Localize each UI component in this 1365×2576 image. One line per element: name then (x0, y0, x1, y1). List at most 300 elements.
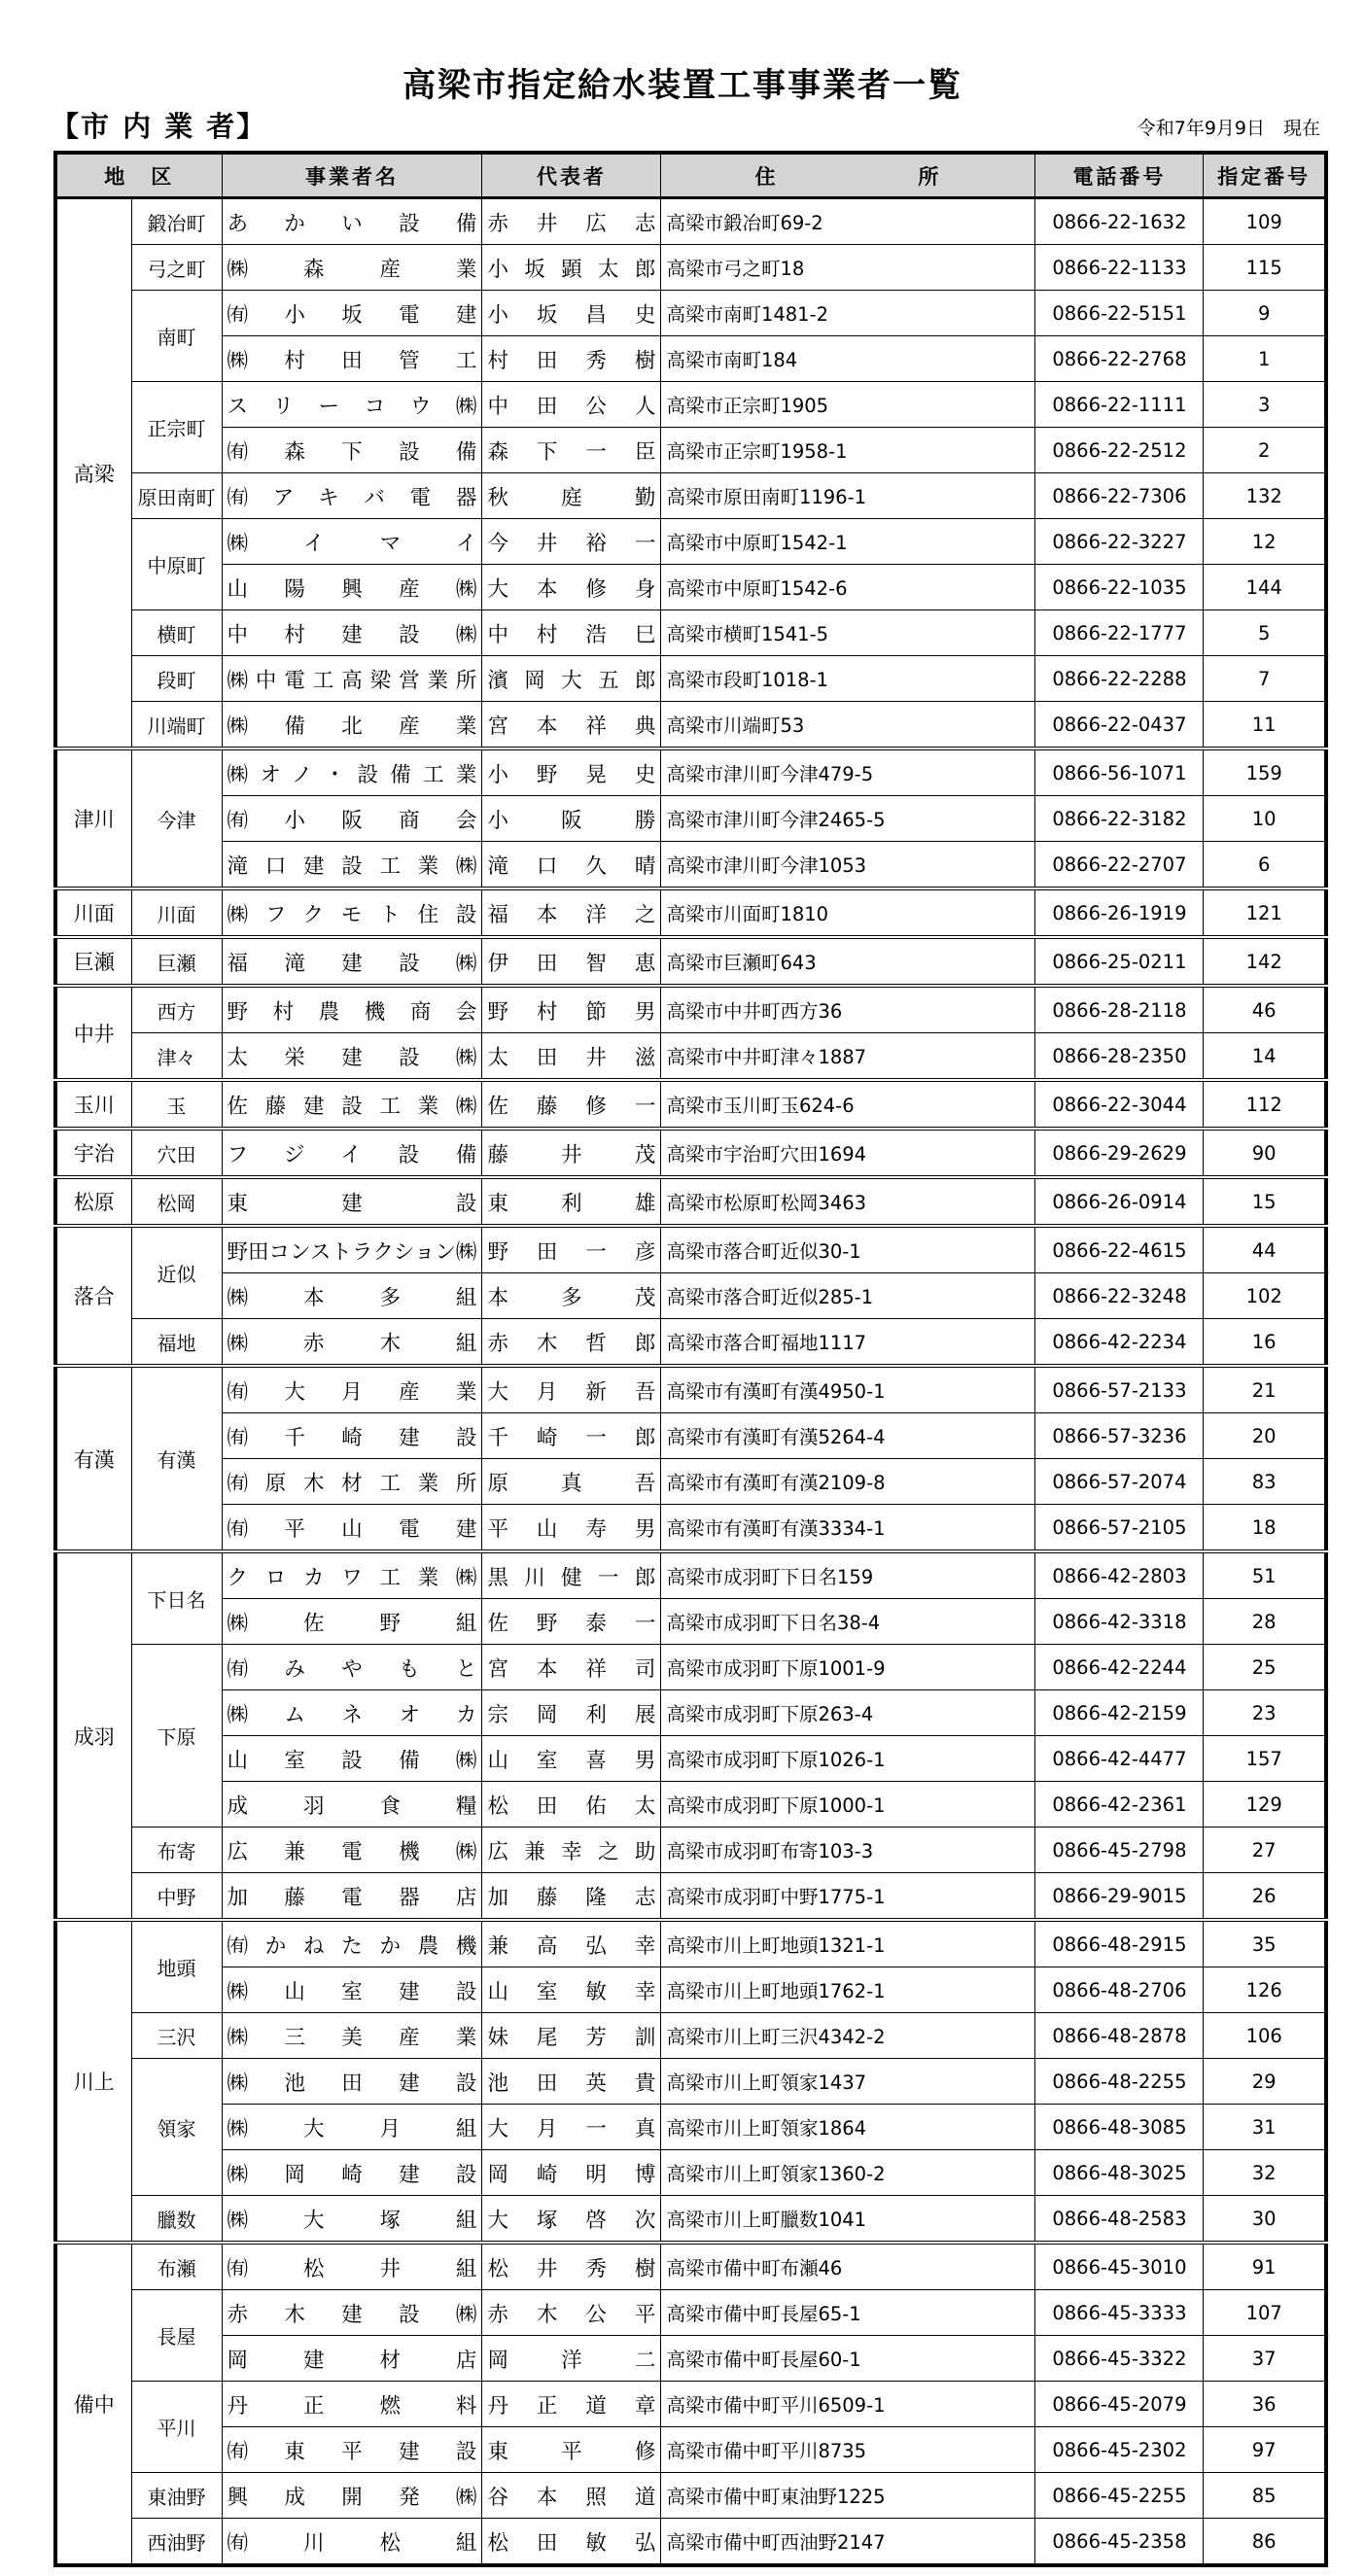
representative-cell: 千崎一郎 (482, 1413, 661, 1459)
phone-cell: 0866-22-1111 (1035, 382, 1204, 428)
district-cell: 弓之町 (131, 245, 222, 291)
representative-cell: 加藤隆志 (482, 1873, 661, 1921)
company-cell: ㈱村田管工 (222, 336, 482, 382)
address-cell: 高梁市津川町今津1053 (661, 842, 1035, 889)
phone-cell: 0866-45-2358 (1035, 2519, 1204, 2566)
representative-cell: 小坂顕太郎 (482, 245, 661, 291)
address-cell: 高梁市中原町1542-1 (661, 519, 1035, 565)
representative-cell: 原真吾 (482, 1459, 661, 1505)
district-cell: 南町 (131, 291, 222, 382)
table-row (55, 656, 1326, 702)
company-cell: ㈱備北産業 (222, 702, 482, 749)
area-cell: 備中 (55, 2243, 131, 2565)
representative-cell: 妹尾芳訓 (482, 2013, 661, 2059)
representative-cell: 黒川健一郎 (482, 1551, 661, 1599)
address-cell: 高梁市川上町領家1360-2 (661, 2150, 1035, 2196)
designation-no-cell: 83 (1204, 1459, 1326, 1505)
company-cell: ㈲小阪商会 (222, 796, 482, 842)
address-cell: 高梁市川上町地頭1762-1 (661, 1967, 1035, 2013)
district-cell: 下日名 (131, 1551, 222, 1645)
phone-cell: 0866-57-2074 (1035, 1459, 1204, 1505)
district-cell: 松岡 (131, 1177, 222, 1226)
table-row (55, 937, 1326, 986)
table-row (55, 2013, 1326, 2059)
table-row (55, 1828, 1326, 1873)
designation-no-cell: 142 (1204, 937, 1326, 986)
address-cell: 高梁市原田南町1196-1 (661, 473, 1035, 519)
address-cell: 高梁市備中町平川8735 (661, 2427, 1035, 2473)
address-cell: 高梁市南町1481-2 (661, 291, 1035, 336)
phone-cell: 0866-45-3322 (1035, 2336, 1204, 2382)
table-row (55, 565, 1326, 610)
area-cell: 川面 (55, 888, 131, 937)
representative-cell: 広兼幸之助 (482, 1828, 661, 1873)
representative-cell: 赤井広志 (482, 198, 661, 245)
company-cell: 丹正燃料 (222, 2382, 482, 2427)
address-cell: 高梁市成羽町布寄103-3 (661, 1828, 1035, 1873)
company-cell: 東建設 (222, 1177, 482, 1226)
table-row (55, 610, 1326, 656)
representative-cell: 大月新吾 (482, 1366, 661, 1413)
designation-no-cell: 46 (1204, 986, 1326, 1033)
table-row (55, 986, 1326, 1033)
address-cell: 高梁市弓之町18 (661, 245, 1035, 291)
representative-cell: 佐藤修一 (482, 1080, 661, 1129)
company-cell: ㈱池田建設 (222, 2059, 482, 2105)
representative-cell: 山室喜男 (482, 1736, 661, 1782)
table-row (55, 291, 1326, 336)
company-cell: ㈱三美産業 (222, 2013, 482, 2059)
designation-no-cell: 36 (1204, 2382, 1326, 2427)
designation-no-cell: 132 (1204, 473, 1326, 519)
address-cell: 高梁市川上町領家1437 (661, 2059, 1035, 2105)
designation-no-cell: 129 (1204, 1782, 1326, 1828)
company-cell: ㈲大月産業 (222, 1366, 482, 1413)
district-cell: 下原 (131, 1645, 222, 1828)
phone-cell: 0866-42-2244 (1035, 1645, 1204, 1690)
area-cell: 宇治 (55, 1129, 131, 1177)
representative-cell: 濱岡大五郎 (482, 656, 661, 702)
district-cell: 段町 (131, 656, 222, 702)
company-cell: ㈱森産業 (222, 245, 482, 291)
representative-cell: 宮本祥司 (482, 1645, 661, 1690)
designation-no-cell: 44 (1204, 1226, 1326, 1273)
page-title: 高梁市指定給水装置工事事業者一覧 (402, 66, 962, 105)
phone-cell: 0866-28-2118 (1035, 986, 1204, 1033)
header-company: 事業者名 (222, 153, 482, 198)
company-cell: 赤木建設㈱ (222, 2290, 482, 2336)
phone-cell: 0866-22-1777 (1035, 610, 1204, 656)
designation-no-cell: 31 (1204, 2105, 1326, 2150)
company-cell: ㈱ムネオカ (222, 1690, 482, 1736)
company-cell: フジイ設備 (222, 1129, 482, 1177)
address-cell: 高梁市南町184 (661, 336, 1035, 382)
address-cell: 高梁市落合町近似285-1 (661, 1273, 1035, 1319)
designation-no-cell: 37 (1204, 2336, 1326, 2382)
district-cell: 布瀬 (131, 2243, 222, 2290)
company-cell: 山室設備㈱ (222, 1736, 482, 1782)
address-cell: 高梁市中井町津々1887 (661, 1033, 1035, 1081)
district-cell: 領家 (131, 2059, 222, 2196)
address-cell: 高梁市落合町福地1117 (661, 1319, 1035, 1367)
district-cell: 今津 (131, 748, 222, 888)
address-cell: 高梁市成羽町下日名159 (661, 1551, 1035, 1599)
table-row (55, 1273, 1326, 1319)
designation-no-cell: 51 (1204, 1551, 1326, 1599)
company-cell: ㈲森下設備 (222, 428, 482, 473)
phone-cell: 0866-22-2512 (1035, 428, 1204, 473)
representative-cell: 太田井滋 (482, 1033, 661, 1081)
designation-no-cell: 157 (1204, 1736, 1326, 1782)
address-cell: 高梁市川上町領家1864 (661, 2105, 1035, 2150)
representative-cell: 東平修 (482, 2427, 661, 2473)
district-cell: 近似 (131, 1226, 222, 1319)
table-row (55, 1736, 1326, 1782)
district-cell: 地頭 (131, 1920, 222, 2013)
address-cell: 高梁市川端町53 (661, 702, 1035, 749)
phone-cell: 0866-26-1919 (1035, 888, 1204, 937)
phone-cell: 0866-42-2803 (1035, 1551, 1204, 1599)
company-cell: ㈲平山電建 (222, 1505, 482, 1552)
address-cell: 高梁市巨瀬町643 (661, 937, 1035, 986)
table-row (55, 1505, 1326, 1552)
designation-no-cell: 102 (1204, 1273, 1326, 1319)
district-cell: 東油野 (131, 2473, 222, 2519)
company-cell: 滝口建設工業㈱ (222, 842, 482, 889)
phone-cell: 0866-48-3025 (1035, 2150, 1204, 2196)
header-address: 住 所 (661, 153, 1035, 198)
district-cell: 正宗町 (131, 382, 222, 473)
table-row (55, 888, 1326, 937)
company-cell: ㈲みやもと (222, 1645, 482, 1690)
designation-no-cell: 126 (1204, 1967, 1326, 2013)
phone-cell: 0866-22-2768 (1035, 336, 1204, 382)
company-cell: ㈲原木材工業所 (222, 1459, 482, 1505)
company-cell: 広兼電機㈱ (222, 1828, 482, 1873)
representative-cell: 村田秀樹 (482, 336, 661, 382)
table-row (55, 2243, 1326, 2290)
designation-no-cell: 30 (1204, 2196, 1326, 2244)
phone-cell: 0866-57-3236 (1035, 1413, 1204, 1459)
company-cell: ㈱本多組 (222, 1273, 482, 1319)
designation-no-cell: 27 (1204, 1828, 1326, 1873)
address-cell: 高梁市玉川町玉624-6 (661, 1080, 1035, 1129)
district-cell: 三沢 (131, 2013, 222, 2059)
representative-cell: 岡洋二 (482, 2336, 661, 2382)
representative-cell: 藤井茂 (482, 1129, 661, 1177)
table-row (55, 1599, 1326, 1645)
district-cell: 巨瀬 (131, 937, 222, 986)
district-cell: 福地 (131, 1319, 222, 1367)
designation-no-cell: 29 (1204, 2059, 1326, 2105)
representative-cell: 小坂昌史 (482, 291, 661, 336)
designation-no-cell: 23 (1204, 1690, 1326, 1736)
area-cell: 巨瀬 (55, 937, 131, 986)
representative-cell: 赤木哲郎 (482, 1319, 661, 1367)
phone-cell: 0866-57-2105 (1035, 1505, 1204, 1552)
district-cell: 横町 (131, 610, 222, 656)
district-cell: 西方 (131, 986, 222, 1033)
address-cell: 高梁市有漢町有漢3334-1 (661, 1505, 1035, 1552)
district-cell: 川面 (131, 888, 222, 937)
company-cell: ㈱オノ・設備工業 (222, 748, 482, 796)
representative-cell: 谷本照道 (482, 2473, 661, 2519)
representative-cell: 山室敏幸 (482, 1967, 661, 2013)
header-designation-no: 指定番号 (1204, 153, 1326, 198)
phone-cell: 0866-22-1632 (1035, 198, 1204, 245)
address-cell: 高梁市津川町今津2465-5 (661, 796, 1035, 842)
section-label: 【市 内 業 者】 (51, 110, 267, 143)
phone-cell: 0866-42-2361 (1035, 1782, 1204, 1828)
district-cell: 鍛冶町 (131, 198, 222, 245)
representative-cell: 大本修身 (482, 565, 661, 610)
district-cell: 平川 (131, 2382, 222, 2473)
representative-cell: 兼高弘幸 (482, 1920, 661, 1967)
company-cell: ㈲小坂電建 (222, 291, 482, 336)
table-row (55, 2059, 1326, 2105)
district-cell: 西油野 (131, 2519, 222, 2566)
table-row (55, 1967, 1326, 2013)
address-cell: 高梁市中原町1542-6 (661, 565, 1035, 610)
company-cell: 野村農機商会 (222, 986, 482, 1033)
designation-no-cell: 144 (1204, 565, 1326, 610)
representative-cell: 松井秀樹 (482, 2243, 661, 2290)
representative-cell: 松田佑太 (482, 1782, 661, 1828)
phone-cell: 0866-22-2288 (1035, 656, 1204, 702)
phone-cell: 0866-22-3044 (1035, 1080, 1204, 1129)
designation-no-cell: 1 (1204, 336, 1326, 382)
designation-no-cell: 91 (1204, 2243, 1326, 2290)
address-cell: 高梁市落合町近似30-1 (661, 1226, 1035, 1273)
table-row (55, 245, 1326, 291)
table-row (55, 2519, 1326, 2566)
table-row (55, 382, 1326, 428)
company-cell: ㈱大月組 (222, 2105, 482, 2150)
designation-no-cell: 9 (1204, 291, 1326, 336)
table-row (55, 2336, 1326, 2382)
table-row (55, 1459, 1326, 1505)
phone-cell: 0866-28-2350 (1035, 1033, 1204, 1081)
company-cell: ㈲千崎建設 (222, 1413, 482, 1459)
designation-no-cell: 28 (1204, 1599, 1326, 1645)
company-cell: ㈱岡崎建設 (222, 2150, 482, 2196)
table-row (55, 473, 1326, 519)
phone-cell: 0866-29-9015 (1035, 1873, 1204, 1921)
designation-no-cell: 109 (1204, 198, 1326, 245)
header-phone: 電話番号 (1035, 153, 1204, 198)
area-cell: 中井 (55, 986, 131, 1080)
address-cell: 高梁市川面町1810 (661, 888, 1035, 937)
designation-no-cell: 86 (1204, 2519, 1326, 2566)
representative-cell: 小野晃史 (482, 748, 661, 796)
phone-cell: 0866-22-2707 (1035, 842, 1204, 889)
representative-cell: 野田一彦 (482, 1226, 661, 1273)
representative-cell: 宗岡利展 (482, 1690, 661, 1736)
table-row (55, 428, 1326, 473)
district-cell: 穴田 (131, 1129, 222, 1177)
company-cell: ㈲東平建設 (222, 2427, 482, 2473)
phone-cell: 0866-45-2255 (1035, 2473, 1204, 2519)
table-body (55, 198, 1326, 2566)
table-row (55, 2473, 1326, 2519)
area-cell: 川上 (55, 1920, 131, 2243)
table-row (55, 519, 1326, 565)
phone-cell: 0866-29-2629 (1035, 1129, 1204, 1177)
area-cell: 落合 (55, 1226, 131, 1366)
address-cell: 高梁市備中町西油野2147 (661, 2519, 1035, 2566)
company-cell: あかい設備 (222, 198, 482, 245)
designation-no-cell: 7 (1204, 656, 1326, 702)
phone-cell: 0866-48-2878 (1035, 2013, 1204, 2059)
address-cell: 高梁市正宗町1905 (661, 382, 1035, 428)
designation-no-cell: 11 (1204, 702, 1326, 749)
company-cell: 福滝建設㈱ (222, 937, 482, 986)
company-cell: スリーコウ㈱ (222, 382, 482, 428)
designation-no-cell: 159 (1204, 748, 1326, 796)
address-cell: 高梁市川上町三沢4342-2 (661, 2013, 1035, 2059)
header-area: 地 区 (55, 153, 222, 198)
table-row (55, 2427, 1326, 2473)
representative-cell: 丹正道章 (482, 2382, 661, 2427)
address-cell: 高梁市有漢町有漢2109-8 (661, 1459, 1035, 1505)
phone-cell: 0866-45-2079 (1035, 2382, 1204, 2427)
table-row (55, 1177, 1326, 1226)
phone-cell: 0866-48-2583 (1035, 2196, 1204, 2244)
table-row (55, 2150, 1326, 2196)
phone-cell: 0866-45-3333 (1035, 2290, 1204, 2336)
phone-cell: 0866-42-2159 (1035, 1690, 1204, 1736)
company-cell: ㈱フクモト住設 (222, 888, 482, 937)
address-cell: 高梁市有漢町有漢5264-4 (661, 1413, 1035, 1459)
address-cell: 高梁市段町1018-1 (661, 656, 1035, 702)
representative-cell: 宮本祥典 (482, 702, 661, 749)
district-cell: 津々 (131, 1033, 222, 1081)
representative-cell: 小阪勝 (482, 796, 661, 842)
table-header-row (55, 153, 1326, 198)
table-row (55, 2382, 1326, 2427)
table-row (55, 1033, 1326, 1081)
company-cell: ㈲川松組 (222, 2519, 482, 2566)
phone-cell: 0866-56-1071 (1035, 748, 1204, 796)
phone-cell: 0866-45-2302 (1035, 2427, 1204, 2473)
designation-no-cell: 121 (1204, 888, 1326, 937)
district-cell: 臘数 (131, 2196, 222, 2244)
representative-cell: 松田敏弘 (482, 2519, 661, 2566)
area-cell: 津川 (55, 748, 131, 888)
designation-no-cell: 90 (1204, 1129, 1326, 1177)
phone-cell: 0866-48-2915 (1035, 1920, 1204, 1967)
designation-no-cell: 5 (1204, 610, 1326, 656)
address-cell: 高梁市備中町布瀬46 (661, 2243, 1035, 2290)
phone-cell: 0866-25-0211 (1035, 937, 1204, 986)
address-cell: 高梁市正宗町1958-1 (661, 428, 1035, 473)
phone-cell: 0866-22-1035 (1035, 565, 1204, 610)
phone-cell: 0866-22-3182 (1035, 796, 1204, 842)
address-cell: 高梁市横町1541-5 (661, 610, 1035, 656)
phone-cell: 0866-45-2798 (1035, 1828, 1204, 1873)
district-cell: 有漢 (131, 1366, 222, 1551)
representative-cell: 福本洋之 (482, 888, 661, 937)
table-row (55, 1690, 1326, 1736)
table-row (55, 1782, 1326, 1828)
company-cell: ㈲アキバ電器 (222, 473, 482, 519)
representative-cell: 滝口久晴 (482, 842, 661, 889)
representative-cell: 中村浩巳 (482, 610, 661, 656)
table-row (55, 1319, 1326, 1367)
phone-cell: 0866-48-3085 (1035, 2105, 1204, 2150)
representative-cell: 今井裕一 (482, 519, 661, 565)
designation-no-cell: 35 (1204, 1920, 1326, 1967)
address-cell: 高梁市成羽町下原1001-9 (661, 1645, 1035, 1690)
address-cell: 高梁市中井町西方36 (661, 986, 1035, 1033)
address-cell: 高梁市備中町長屋65-1 (661, 2290, 1035, 2336)
address-cell: 高梁市川上町地頭1321-1 (661, 1920, 1035, 1967)
phone-cell: 0866-42-3318 (1035, 1599, 1204, 1645)
company-cell: ㈲松井組 (222, 2243, 482, 2290)
area-cell: 松原 (55, 1177, 131, 1226)
designation-no-cell: 26 (1204, 1873, 1326, 1921)
table-row (55, 1920, 1326, 1967)
company-cell: 太栄建設㈱ (222, 1033, 482, 1081)
phone-cell: 0866-22-3227 (1035, 519, 1204, 565)
designation-no-cell: 115 (1204, 245, 1326, 291)
representative-cell: 赤木公平 (482, 2290, 661, 2336)
designation-no-cell: 112 (1204, 1080, 1326, 1129)
phone-cell: 0866-22-3248 (1035, 1273, 1204, 1319)
company-cell: 興成開発㈱ (222, 2473, 482, 2519)
address-cell: 高梁市成羽町下原1026-1 (661, 1736, 1035, 1782)
address-cell: 高梁市鍛冶町69-2 (661, 198, 1035, 245)
table-row (55, 1873, 1326, 1921)
phone-cell: 0866-57-2133 (1035, 1366, 1204, 1413)
table-row (55, 1080, 1326, 1129)
district-cell: 布寄 (131, 1828, 222, 1873)
designation-no-cell: 25 (1204, 1645, 1326, 1690)
representative-cell: 平山寿男 (482, 1505, 661, 1552)
address-cell: 高梁市有漢町有漢4950-1 (661, 1366, 1035, 1413)
table-row (55, 748, 1326, 796)
company-cell: 中村建設㈱ (222, 610, 482, 656)
company-cell: ㈲かねたか農機 (222, 1920, 482, 1967)
table-row (55, 1129, 1326, 1177)
representative-cell: 大塚啓次 (482, 2196, 661, 2244)
company-cell: 佐藤建設工業㈱ (222, 1080, 482, 1129)
area-cell: 玉川 (55, 1080, 131, 1129)
designation-no-cell: 107 (1204, 2290, 1326, 2336)
table-row (55, 198, 1326, 245)
designation-no-cell: 3 (1204, 382, 1326, 428)
as-of-date: 令和7年9月9日 現在 (1137, 118, 1320, 139)
address-cell: 高梁市成羽町中野1775-1 (661, 1873, 1035, 1921)
phone-cell: 0866-45-3010 (1035, 2243, 1204, 2290)
designation-no-cell: 85 (1204, 2473, 1326, 2519)
table-row (55, 2105, 1326, 2150)
representative-cell: 伊田智恵 (482, 937, 661, 986)
table-row (55, 2290, 1326, 2336)
phone-cell: 0866-48-2255 (1035, 2059, 1204, 2105)
designation-no-cell: 21 (1204, 1366, 1326, 1413)
table-row (55, 796, 1326, 842)
district-cell: 原田南町 (131, 473, 222, 519)
phone-cell: 0866-22-0437 (1035, 702, 1204, 749)
designation-no-cell: 97 (1204, 2427, 1326, 2473)
address-cell: 高梁市備中町平川6509-1 (661, 2382, 1035, 2427)
address-cell: 高梁市備中町東油野1225 (661, 2473, 1035, 2519)
company-cell: 山陽興産㈱ (222, 565, 482, 610)
phone-cell: 0866-22-4615 (1035, 1226, 1204, 1273)
representative-cell: 佐野泰一 (482, 1599, 661, 1645)
company-cell: ㈱イマイ (222, 519, 482, 565)
